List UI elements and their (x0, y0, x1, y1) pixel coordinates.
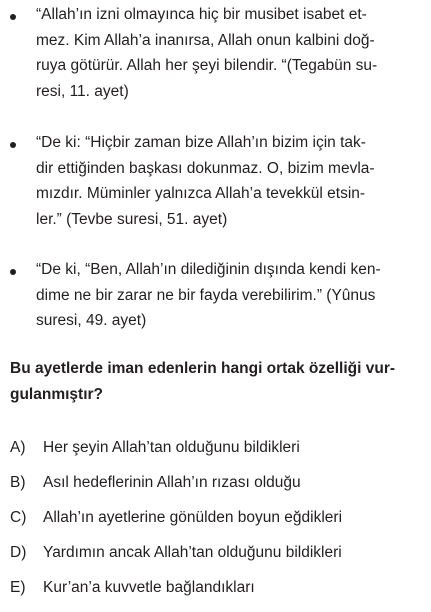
option-letter: B) (10, 474, 26, 491)
option-letter: D) (10, 544, 27, 561)
option-c[interactable] (10, 507, 424, 542)
option-letter: C) (10, 509, 27, 526)
option-text: Asıl hedeflerinin Allah’ın rızası olduğu (43, 474, 301, 491)
verse-line: “De ki, “Ben, Allah’ın dilediğinin dışında kendi ken- (36, 261, 381, 278)
option-text: Her şeyin Allah’tan olduğunu bildikleri (43, 439, 300, 456)
verse-line: dime ne bir zarar ne bir fayda verebilirim.” (Yûnus (36, 286, 376, 304)
verse-line: “De ki: “Hiçbir zaman bize Allah’ın bizim için tak- (36, 134, 366, 151)
verse-line: resi, 11. ayet) (36, 82, 129, 100)
verse-line: mez. Kim Allah’a inanırsa, Allah onun kalbini doğ- (36, 31, 375, 49)
option-a[interactable] (10, 437, 424, 472)
verse-line: suresi, 49. ayet) (36, 312, 147, 329)
option-b[interactable] (10, 472, 424, 507)
verse-line: ler.” (Tevbe suresi, 51. ayet) (36, 210, 228, 228)
option-letter: E) (10, 579, 26, 596)
bullet-icon (10, 14, 16, 20)
option-e[interactable] (10, 577, 424, 612)
verse-line: “Allah’ın izni olmayınca hiç bir musibet isabet et- (36, 6, 367, 23)
answer-options (10, 437, 424, 612)
verse-text (36, 130, 424, 232)
option-d[interactable] (10, 542, 424, 577)
verse-text (36, 2, 424, 104)
verse-text (36, 257, 424, 334)
option-letter: A) (10, 439, 26, 456)
option-text: Allah’ın ayetlerine gönülden boyun eğdikleri (43, 509, 343, 526)
verse-line: dir ettiğinden başkası dokunmaz. O, bizim mevla- (36, 159, 375, 177)
bullet-icon (10, 142, 16, 148)
bullet-icon (10, 269, 16, 275)
option-text: Kur’an’a kuvvetle bağlandıkları (43, 579, 255, 596)
question-stem (10, 356, 424, 407)
verse-line: mızdır. Müminler yalnızca Allah’a tevekkül etsin- (36, 185, 366, 202)
verse-line: ruya götürür. Allah her şeyi bilendir. “(Tegabün su- (36, 57, 378, 74)
option-text: Yardımın ancak Allah’tan olduğunu bildikleri (43, 544, 342, 561)
question-line: Bu ayetlerde iman edenlerin hangi ortak özelliği vur- (10, 360, 396, 377)
question-line: gulanmıştır? (10, 385, 104, 403)
